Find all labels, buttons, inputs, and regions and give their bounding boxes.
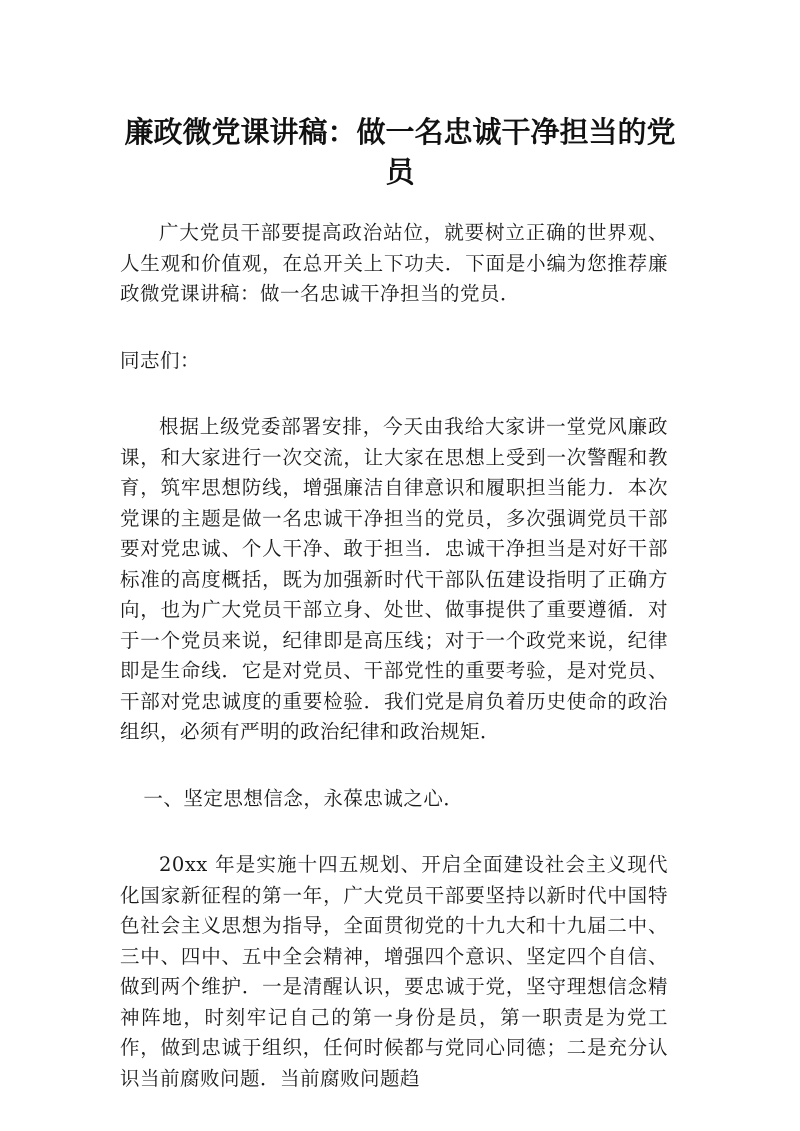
document-body [120,218,668,1130]
salutation: 同志们： [120,348,201,372]
body-paragraph: 20xx 年是实施十四五规划、开启全面建设社会主义现代化国家新征程的第一年，广大党员干部要坚持以新时代中国特色社会主义思想为指导，全面贯彻党的十九大和十九届二中、三中、四中、五中全会精神，增强四个意识、坚定四个自信、做到两个维护．一是清醒认识，要忠诚于党，坚守理想信念精神阵地，时刻牢记自己的第一身份是员，第一职责是为党工作，做到忠诚于组织，任何时候都与党同心同德；二是充分认识当前腐败问题．当前腐败问题趋 [120,853,668,1090]
document-title: 廉政微党课讲稿：做一名忠诚干净担当的党员 [124,115,676,189]
intro-paragraph: 广大党员干部要提高政治站位，就要树立正确的世界观、人生观和价值观，在总开关上下功夫．下面是小编为您推荐廉政微党课讲稿：做一名忠诚干净担当的党员． [120,221,668,305]
section-heading: 一、坚定思想信念，永葆忠诚之心． [143,786,464,810]
body-paragraph: 根据上级党委部署安排，今天由我给大家讲一堂党风廉政课，和大家进行一次交流，让大家在思想上受到一次警醒和教育，筑牢思想防线，增强廉洁自律意识和履职担当能力．本次党课的主题是做一名忠诚干净担当的党员，多次强调党员干部要对党忠诚、个人干净、敢于担当．忠诚干净担当是对好干部标准的高度概括，既为加强新时代干部队伍建设指明了正确方向，也为广大党员干部立身、处世、做事提供了重要遵循．对于一个党员来说，纪律即是高压线；对于一个政党来说，纪律即是生命线．它是对党员、干部党性的重要考验，是对党员、干部对党忠诚度的重要检验．我们党是肩负着历史使命的政治组织，必须有严明的政治纪律和政治规矩． [120,415,668,743]
